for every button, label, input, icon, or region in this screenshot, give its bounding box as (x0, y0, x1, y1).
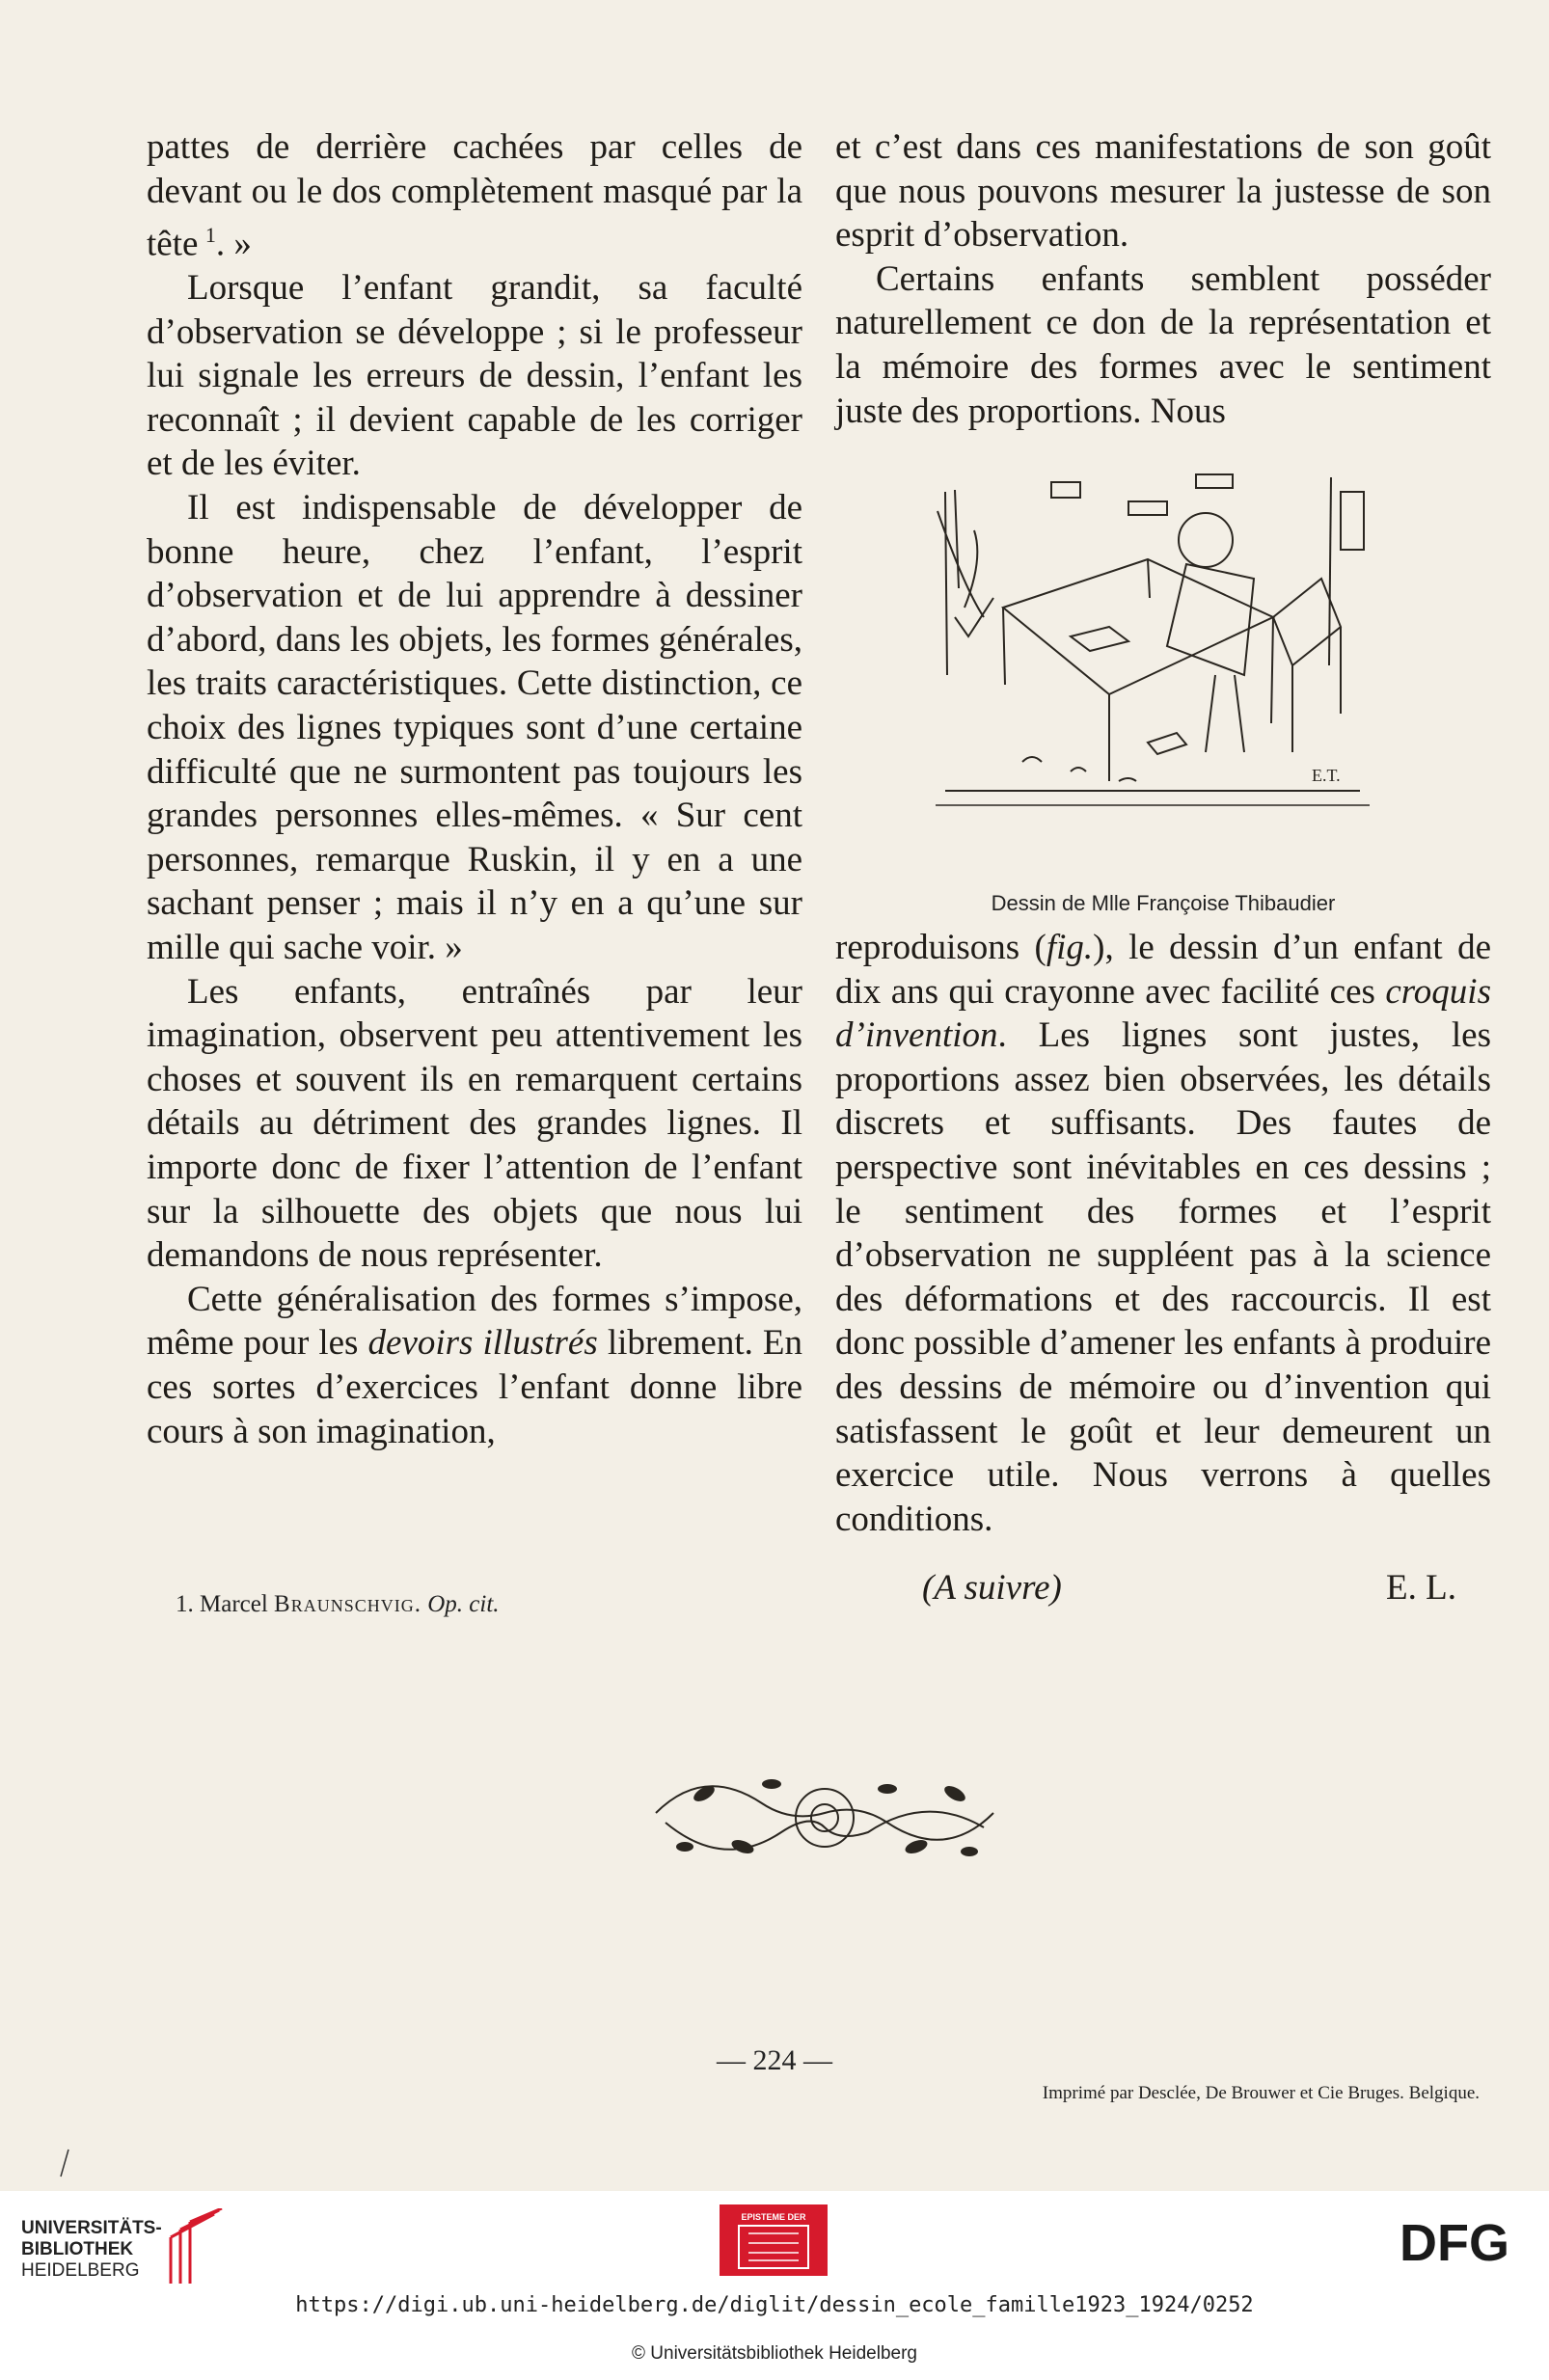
paragraph-1-end: . » (215, 224, 252, 264)
paragraph-2: Lorsque l’enfant grandit, sa faculté d’observation se développe ; si le professeur lui signale les erreurs de dessin, l’enfant les reconnaît ; il devient capable de les corriger et de les éviter. (147, 268, 802, 484)
pencil-mark (60, 2149, 69, 2177)
right-paragraph-3-c: . Les lignes sont justes, les proportions assez bien observées, les détails discrets et suffisants. Des fautes de perspective sont inévitables en ces dessins ; le sentiment des formes et l’esprit d’observation ne suppléent pas à la science des déformations et des raccourcis. Il est donc possible d’amener les enfants à produire des dessins de mémoire ou d’invention qui satisfassent le goût et leur demeurent un exercice utile. Nous verrons à quelles conditions. (835, 1015, 1491, 1539)
right-column-lower (835, 926, 1491, 1541)
footnote-author-first: Marcel (200, 1591, 268, 1617)
right-paragraph-1: et c’est dans ces manifestations de son goût que nous pouvons mesurer la justesse de son esprit d’observation. (835, 127, 1491, 256)
paragraph-5-italic: devoirs illustrés (367, 1323, 598, 1364)
right-paragraph-2: Certains enfants semblent posséder naturellement ce don de la représentation et la mémoire des formes avec le sentiment juste des proportions. Nous (835, 258, 1491, 431)
footnote-number: 1. (176, 1591, 194, 1617)
right-paragraph-3-a: reproduisons ( (835, 928, 1046, 967)
library-name[interactable] (21, 2218, 162, 2282)
right-paragraph-3 (835, 926, 1491, 1541)
author-signature: E. L. (1386, 1568, 1456, 1608)
dfg-logo-text: DFG (1400, 2214, 1509, 2268)
permalink-url[interactable]: https://digi.ub.uni-heidelberg.de/diglit/dessin_ecole_famille1923_1924/0252 (295, 2293, 1254, 2317)
episteme-logo-graphic (720, 2204, 828, 2276)
article-closing (835, 1567, 1491, 1615)
footnote (176, 1591, 500, 1618)
fig-reference: fig. (1046, 928, 1094, 967)
episteme-logo-text: EPISTEME DER (741, 2212, 806, 2222)
child-drawing-figure (926, 473, 1379, 887)
drawing-initials: E.T. (1312, 766, 1341, 785)
figure-caption: Dessin de Mlle Françoise Thibaudier (991, 891, 1336, 915)
printer-imprint: Imprimé par Desclée, De Brouwer et Cie Bruges. Belgique. (1042, 2083, 1480, 2103)
paragraph-5 (147, 1278, 802, 1453)
paragraph-4: Les enfants, entraînés par leur imagination, observent peu attentivement les choses et souvent ils en remarquent certains détails au détriment des grandes lignes. Il importe donc de fixer l’attention de l’enfant sur la silhouette des objets que nous lui demandons de nous représenter. (147, 971, 802, 1276)
paragraph-5-a: Cette généralisation des formes s’impose, même pour les (147, 1279, 802, 1364)
page-number: — 224 — (717, 2044, 832, 2076)
library-name-line2: BIBLIOTHEK (21, 2239, 134, 2259)
right-paragraph-3-b: ), le dessin d’un enfant de dix ans qui crayonne avec facilité ces (835, 928, 1491, 1012)
episteme-logo-icon[interactable] (720, 2204, 828, 2276)
footnote-ref[interactable]: 1 (204, 223, 216, 248)
right-paragraph-3-italic: croquis d’invention (835, 971, 1491, 1056)
paragraph-1-text: pattes de derrière cachées par celles de devant ou le dos complètement masqué par la tête (147, 127, 802, 264)
footnote-author-last: Braunschvig. (274, 1591, 421, 1617)
copyright-notice: © Universitätsbibliothek Heidelberg (632, 2343, 917, 2364)
floral-ornament (646, 1755, 1003, 1880)
library-name-line3: HEIDELBERG (21, 2260, 140, 2281)
right-column-upper (835, 125, 1491, 433)
dfg-logo-icon[interactable] (1377, 2214, 1532, 2268)
library-name-line1: UNIVERSITÄTS- (21, 2218, 162, 2238)
footnote-citation: Op. cit. (427, 1591, 500, 1617)
child-drawing-illustration (926, 473, 1379, 868)
paragraph-3: Il est indispensable de développer de bonne heure, chez l’enfant, l’esprit d’observation et de lui apprendre à dessiner d’abord, dans les objets, les formes générales, les traits caractéristiques. Cette distinction, ce choix des lignes typiques sont d’une certaine difficulté que ne surmontent pas toujours les grandes personnes elles-mêmes. « Sur cent personnes, remarque Ruskin, il y en a une sachant penser ; mais il n’y en a qu’une sur mille qui sache voir. » (147, 488, 802, 968)
paragraph-5-b: librement. En ces sortes d’exercices l’enfant donne libre cours à son imagination, (147, 1323, 803, 1451)
a-suivre-note: (A suivre) (922, 1568, 1062, 1608)
paragraph-1 (147, 125, 802, 266)
left-column (147, 125, 802, 1453)
